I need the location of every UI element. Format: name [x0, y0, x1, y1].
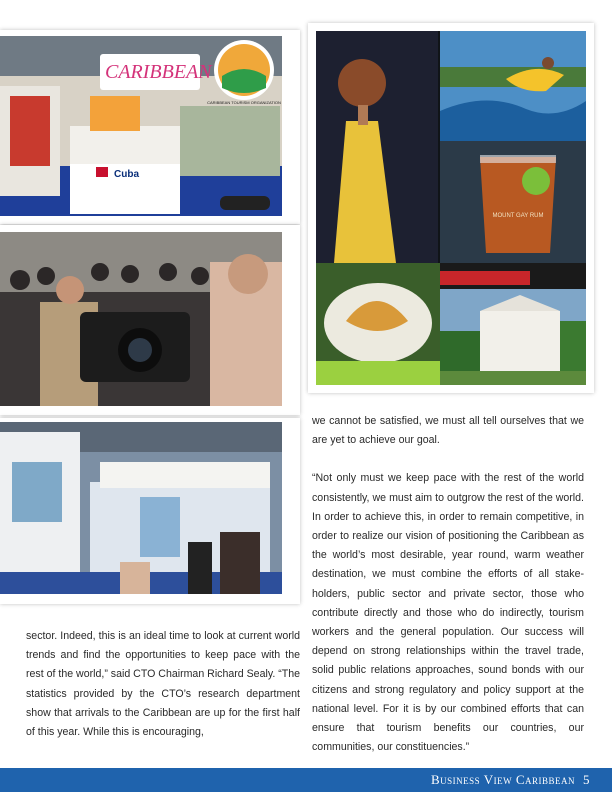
collage-photo	[316, 31, 586, 385]
article-right-column	[312, 412, 584, 776]
footer-bar	[0, 768, 612, 792]
publication-name: Business View Caribbean	[431, 772, 575, 787]
left-column-paragraph: sector. Indeed, this is an ideal time to look at current world trends and find the opportunities to keep pace with the rest of the world,” said CTO Chairman Richard Sealy. “The statistics provided by the CTO’s research department show that arrivals to the Caribbean are up for the first half of this year. While this is encouraging,	[26, 630, 300, 739]
footer-publication	[431, 772, 590, 788]
cto-logo-text: CARIBBEAN TOURISM ORGANIZATION	[207, 100, 281, 105]
caribbean-logo-text: CARIBBEAN	[105, 61, 212, 83]
exhibition-hall-photo	[0, 422, 282, 594]
article-left-column	[26, 627, 300, 761]
booth-photo	[0, 36, 282, 216]
right-column-paragraph-1: we cannot be satisfied, we must all tell ourselves that we are yet to achieve our goal.	[312, 415, 584, 447]
cuba-sign-text: Cuba	[114, 169, 139, 180]
right-column-paragraph-2: “Not only must we keep pace with the rest of the world consistently, we must aim to outgrow the rest of the world. In order to achieve this, in order to remain competitive, in order to realize our vision of positioning the Caribbean as the world’s most desirable, year round, warm weather destination, we must combine the efforts of all stake-holders, public sector and private sector, those who contribute directly and those who do indirectly, tourism workers and the general population. Our success will depend on strong relationships within the travel trade, solid public relations approaches, sound bonds with our citizens and strong regulatory and policy support at the national level. For it is by our combined efforts that can ensure that tourism benefits our countries, our communities, our constituencies.”	[312, 472, 584, 754]
rum-glass-label: MOUNT GAY RUM	[492, 213, 544, 219]
crowd-photo	[0, 232, 282, 406]
page-number: 5	[583, 772, 590, 787]
